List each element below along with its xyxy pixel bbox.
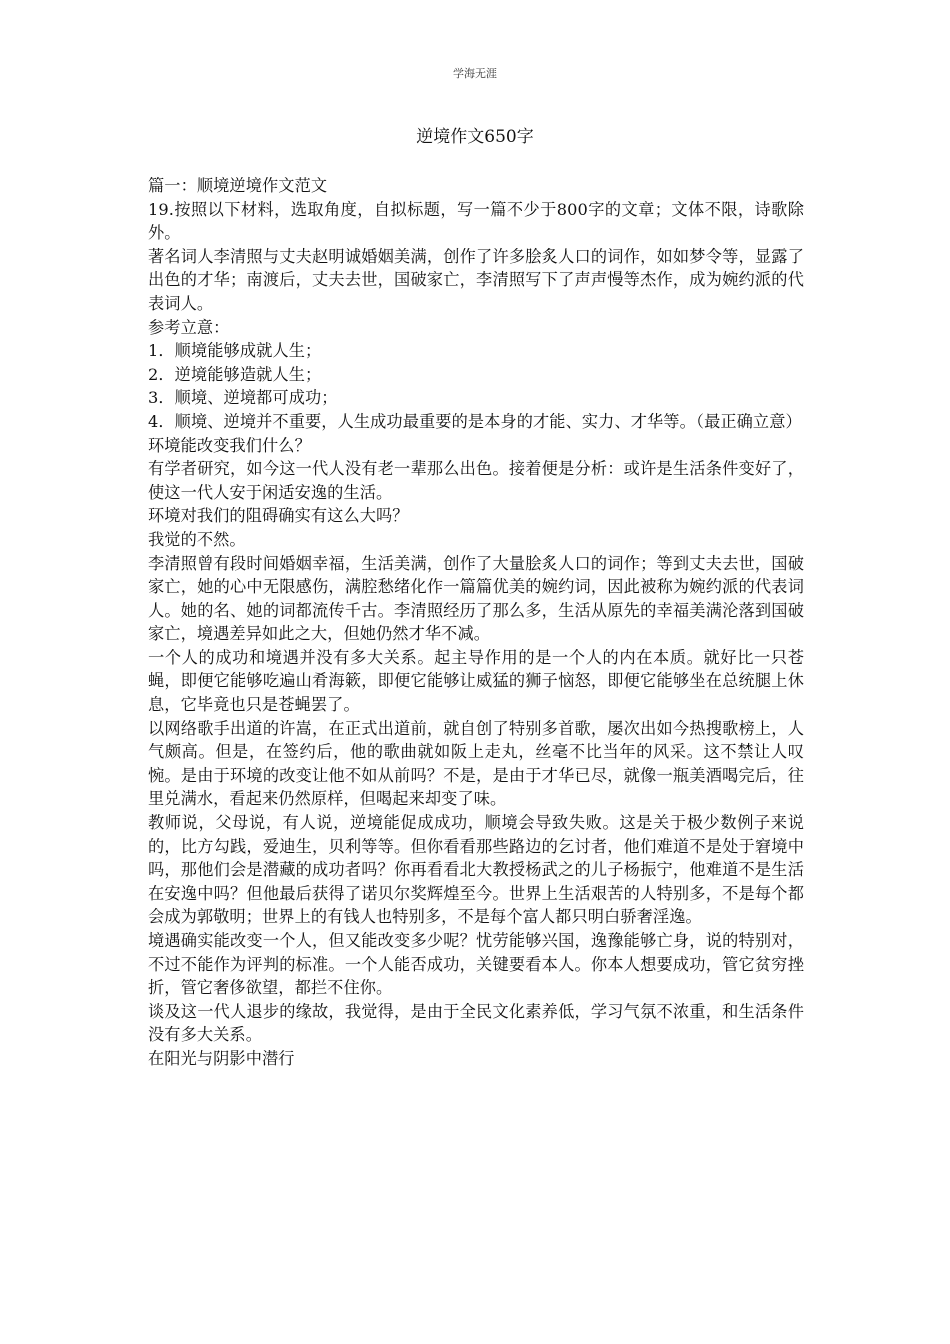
paragraph: 4．顺境、逆境并不重要，人生成功最重要的是本身的才能、实力、才华等。（最正确立意）	[148, 411, 802, 431]
paragraph: 谈及这一代人退步的缘故，我觉得，是由于全民文化素养低，学习气氛不浓重，和生活条件没有多大关系。	[148, 1001, 804, 1045]
paragraph: 参考立意：	[148, 317, 230, 337]
paragraph: 2．逆境能够造就人生；	[148, 364, 322, 384]
paragraph: 一个人的成功和境遇并没有多大关系。起主导作用的是一个人的内在本质。就好比一只苍蝇，即便它能够吃遍山肴海簌，即便它能够让威猛的狮子恼怒，即便它能够坐在总统腿上休息，它毕竟也只是苍蝇罢了。	[148, 647, 804, 715]
document-title: 逆境作文650字	[416, 127, 534, 147]
paragraph: 3．顺境、逆境都可成功；	[148, 388, 338, 408]
paragraph: 环境能改变我们什么？	[148, 435, 311, 455]
paragraph: 我觉的不然。	[148, 529, 246, 549]
paragraph: 环境对我们的阻碍确实有这么大吗？	[148, 506, 409, 526]
document-body	[148, 174, 804, 1071]
paragraph: 1．顺境能够成就人生；	[148, 341, 322, 361]
paragraph: 篇一：顺境逆境作文范文	[148, 176, 328, 195]
page-header: 学海无涯	[453, 67, 497, 80]
paragraph: 以网络歌手出道的许嵩，在正式出道前，就自创了特别多首歌，屡次出如今热搜歌榜上，人气颇高。但是，在签约后，他的歌曲就如阪上走丸，丝毫不比当年的风采。这不禁让人叹惋。是由于环境的改变让他不如从前吗？不是，是由于才华已尽，就像一瓶美酒喝完后，往里兑满水，看起来仍然原样，但喝起来却变了味。	[148, 718, 804, 809]
paragraph: 在阳光与阴影中潜行	[148, 1048, 295, 1068]
paragraph: 教师说，父母说，有人说，逆境能促成成功，顺境会导致失败。这是关于极少数例子来说的，比方勾践，爱迪生，贝利等等。但你看看那些路边的乞讨者，他们难道不是处于窘境中吗，那他们会是潜藏的成功者吗？你再看看北大教授杨武之的儿子杨振宁，他难道不是生活在安逸中吗？但他最后获得了诺贝尔奖辉煌至今。世界上生活艰苦的人特别多，不是每个都会成为郭敬明；世界上的有钱人也特别多，不是每个富人都只明白骄奢淫逸。	[148, 813, 804, 927]
paragraph: 有学者研究，如今这一代人没有老一辈那么出色。接着便是分析：或许是生活条件变好了，使这一代人安于闲适安逸的生活。	[148, 459, 804, 502]
paragraph: 著名词人李清照与丈夫赵明诚婚姻美满，创作了许多脍炙人口的词作，如如梦令等，显露了出色的才华；南渡后，丈夫去世，国破家亡，李清照写下了声声慢等杰作，成为婉约派的代表词人。	[148, 246, 804, 313]
paragraph: 境遇确实能改变一个人，但又能改变多少呢？忧劳能够兴国，逸豫能够亡身，说的特别对，不过不能作为评判的标准。一个人能否成功，关键要看本人。你本人想要成功，管它贫穷挫折，管它奢侈欲望，都拦不住你。	[148, 931, 804, 998]
paragraph: 19.按照以下材料，选取角度，自拟标题，写一篇不少于800字的文章；文体不限，诗歌除外。	[148, 199, 804, 243]
paragraph: 李清照曾有段时间婚姻幸福，生活美满，创作了大量脍炙人口的词作；等到丈夫去世，国破家亡，她的心中无限感伤，满腔愁绪化作一篇篇优美的婉约词，因此被称为婉约派的代表词人。她的名、她的词都流传千古。李清照经历了那么多，生活从原先的幸福美满沦落到国破家亡，境遇差异如此之大，但她仍然才华不减。	[148, 553, 804, 644]
